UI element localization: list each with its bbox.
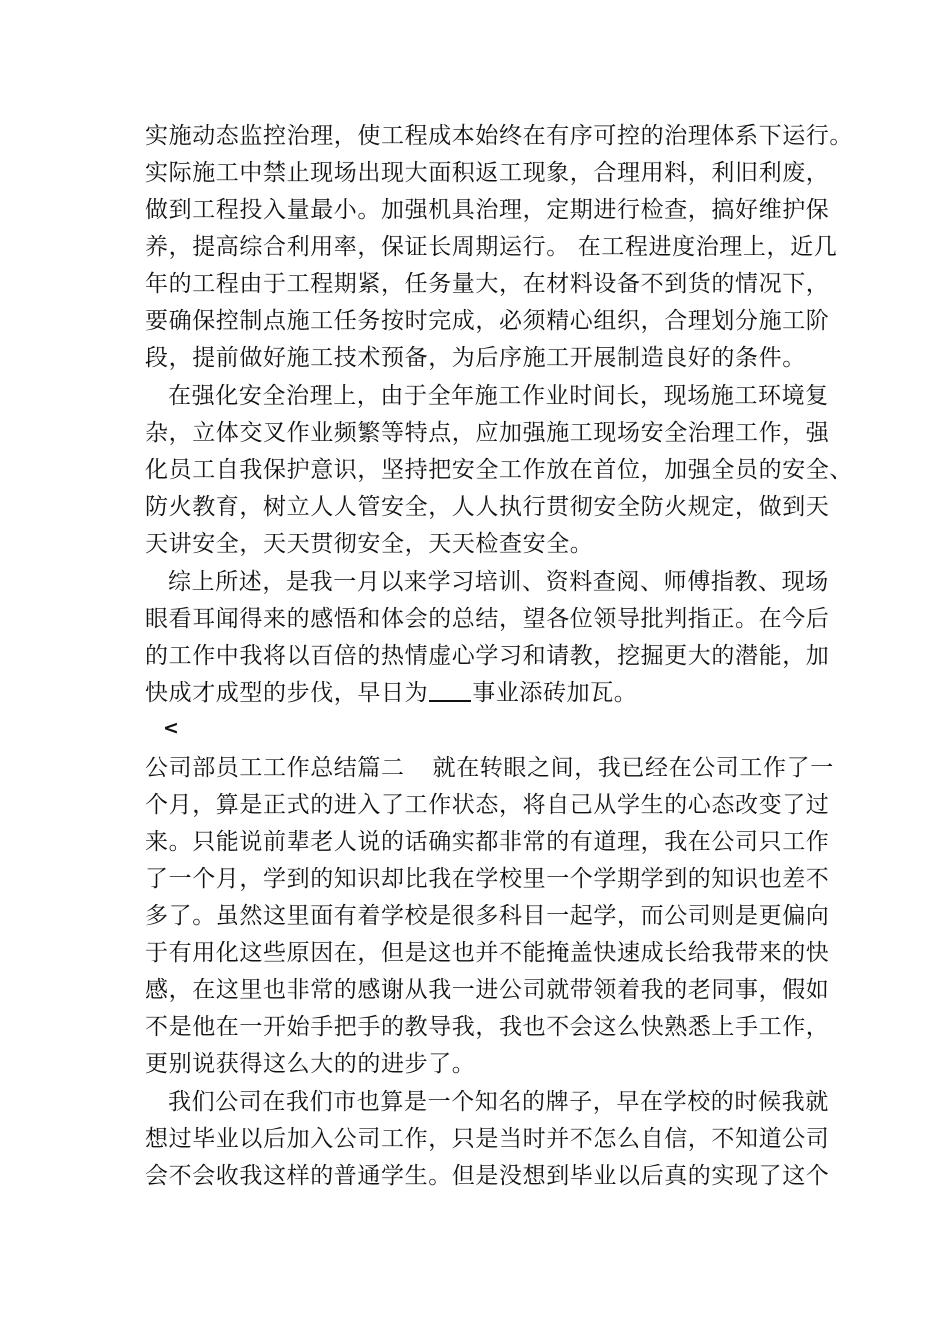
body-text-line: 会不会收我这样的普通学生。但是没想到毕业以后真的实现了这个 [145, 1163, 830, 1189]
paragraph-first-line: 在强化安全治理上，由于全年施工作业时间长，现场施工环境复 [168, 383, 829, 409]
body-text-line: 化员工自我保护意识，坚持把安全工作放在首位，加强全员的安全、 [145, 457, 853, 483]
section-first-text: 就在转眼之间，我已经在公司工作了一 [432, 755, 834, 781]
body-text-line: 实施动态监控治理，使工程成本始终在有序可控的治理体系下运行。 [145, 123, 853, 149]
body-text-line: 要确保控制点施工任务按时完成，必须精心组织，合理划分施工阶 [145, 308, 830, 334]
body-text-line-with-blank [145, 678, 637, 708]
body-text-line: 实际施工中禁止现场出现大面积返工现象，合理用料，利旧利废， [145, 160, 830, 186]
body-text-line: 养，提高综合利用率，保证长周期运行。 在工程进度治理上，近几 [145, 234, 838, 260]
fill-in-blank [429, 680, 471, 702]
section-title: 公司部员工工作总结篇二 [145, 755, 405, 781]
body-text-line: 个月，算是正式的进入了工作状态，将自己从学生的心态改变了过 [145, 792, 830, 818]
body-text-line: 段，提前做好施工技术预备，为后序施工开展制造良好的条件。 [145, 345, 806, 371]
body-text-line: 眼看耳闻得来的感悟和体会的总结，望各位领导批判指正。在今后 [145, 606, 830, 632]
body-text-line: 天讲安全，天天贯彻安全，天天检查安全。 [145, 531, 594, 557]
paragraph-first-line: 综上所述，是我一月以来学习培训、资料查阅、师傅指教、现场 [168, 569, 829, 595]
body-text-line: 做到工程投入量最小。加强机具治理，定期进行检查，搞好维护保 [145, 197, 830, 223]
body-text-line: 杂，立体交叉作业频繁等特点，应加强施工现场安全治理工作，强 [145, 420, 830, 446]
body-text-line: 于有用化这些原因在，但是这也并不能掩盖快速成长给我带来的快 [145, 940, 830, 966]
text-after-blank: 事业添砖加瓦。 [472, 680, 638, 706]
body-text-line: 了一个月，学到的知识却比我在学校里一个学期学到的知识也差不 [145, 866, 830, 892]
text-before-blank: 快成才成型的步伐，早日为 [145, 680, 429, 706]
stray-mark: < [163, 717, 179, 739]
paragraph-first-line: 我们公司在我们市也算是一个知名的牌子，早在学校的时候我就 [168, 1089, 829, 1115]
body-text-line: 更别说获得这么大的的进步了。 [145, 1051, 476, 1077]
section-heading-line [145, 753, 834, 783]
body-text-line: 年的工程由于工程期紧，任务量大，在材料设备不到货的情况下， [145, 271, 830, 297]
body-text-line: 来。只能说前辈老人说的话确实都非常的有道理，我在公司只工作 [145, 829, 830, 855]
body-text-line: 多了。虽然这里面有着学校是很多科目一起学，而公司则是更偏向 [145, 903, 830, 929]
body-text-line: 不是他在一开始手把手的教导我，我也不会这么快熟悉上手工作， [145, 1014, 830, 1040]
body-text-line: 防火教育，树立人人管安全，人人执行贯彻安全防火规定，做到天 [145, 494, 830, 520]
body-text-line: 感，在这里也非常的感谢从我一进公司就带领着我的老同事，假如 [145, 977, 830, 1003]
body-text-line: 想过毕业以后加入公司工作，只是当时并不怎么自信，不知道公司 [145, 1126, 830, 1152]
body-text-line: 的工作中我将以百倍的热情虚心学习和请教，挖掘更大的潜能，加 [145, 643, 830, 669]
